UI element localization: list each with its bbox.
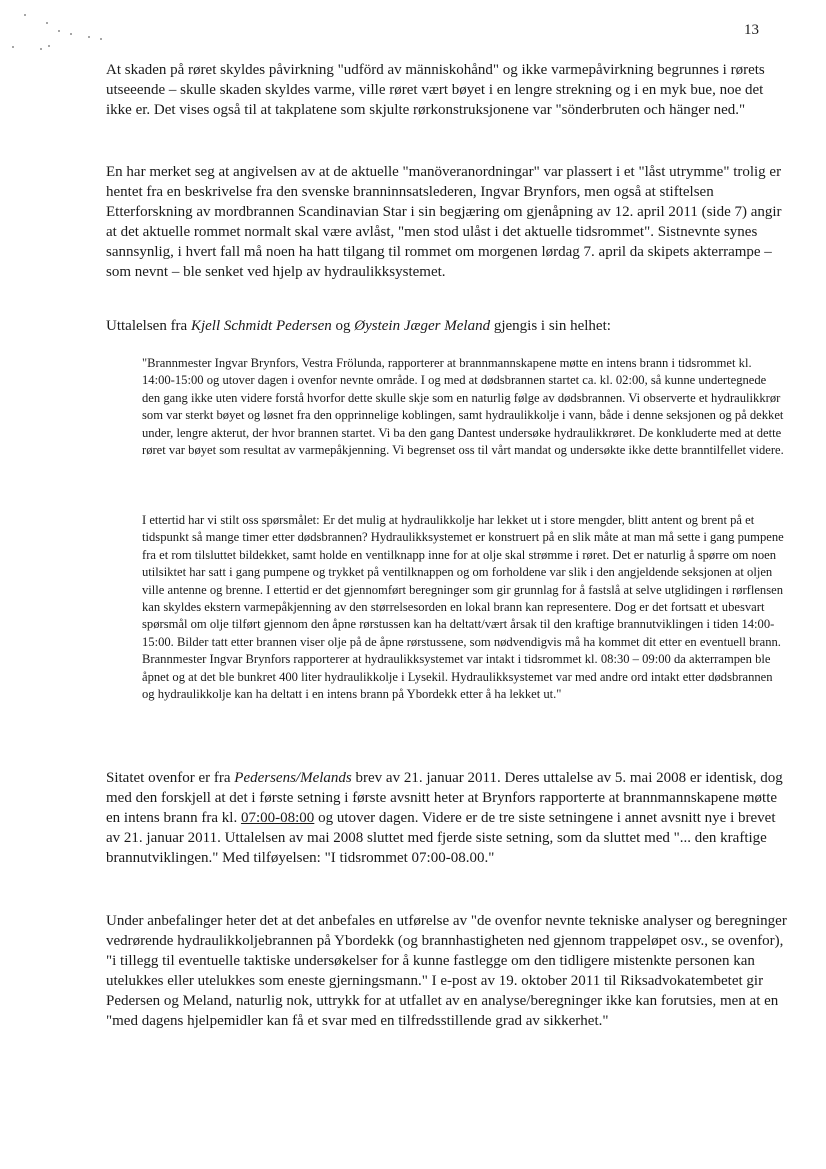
- paragraph-letter-comparison: [106, 768, 790, 868]
- scan-speck: [100, 38, 102, 40]
- scan-speck: [40, 48, 42, 50]
- page-number: 13: [744, 22, 759, 38]
- paragraph-recommendations: Under anbefalinger heter det at det anbefales en utførelse av "de ovenfor nevnte tekniske analyser og beregninger vedrørende hydraulikkoljebrannen på Ybordekk (og brannhastigheten ned gjennom trappeløpet osv., se ovenfor), "i tillegg til eventuelle taktiske undersøkelser for å kunne fastlegge om den tidligere mistenkte personen kan utelukkes eller utelukkes som eneste gjerningsmann." I e-post av 19. oktober 2011 til Riksadvokatembetet gir Pedersen og Meland, naturlig nok, uttrykk for at utfallet av en analyse/beregninger ikke kan forutsies, men at en "med dagens hjelpemidler kan få et svar med en tilfredsstillende grad av sikkerhet.": [106, 913, 787, 1029]
- comparison-text-c: og utover dagen. Videre er de tre siste setningene i annet avsnitt nye i brevet av 21. januar 2011. Uttalelsen av mai 2008 sluttet med fjerde siste setning, som da sluttet med "... den kraftige brannutviklingen." Med tilføyelsen: "I tidsrommet 07:00-08.00.": [106, 810, 776, 866]
- scan-speck: [88, 36, 90, 38]
- paragraph-damage-cause: At skaden på røret skyldes påvirkning "udförd av människohånd" og ikke varmepåvirkning begrunnes i rørets utseeende – skulle skaden skyldes varme, ville røret vært bøyet i en lengre strekning og i en myk bue, noe det ikke er. Det vises også til at takplatene som skjulte rørkonstruksjonene var "sönderbruten och hänger ned.": [106, 62, 765, 118]
- author-name-meland: Øystein Jæger Meland: [354, 318, 491, 334]
- scan-speck: [24, 14, 26, 16]
- paragraph-locked-room: En har merket seg at angivelsen av at de aktuelle "manöveranordningar" var plassert i et "låst utrymme" trolig er hentet fra en beskrivelse fra den svenske branninnsatslederen, Ingvar Brynfors, men også at stiftelsen Etterforskning av mordbrannen Scandinavian Star i sin begjæring om gjenåpning av 12. april 2011 (side 7) angir at det aktuelle rommet normalt skal være avlåst, "men stod ulåst i det aktuelle tidsrommet". Sistnevnte synes sannsynlig, i hvert fall må noen ha hatt tilgang til rommet om morgenen lørdag 7. april da skipets akterrampe – som nevnt – ble senket ved hjelp av hydraulikksystemet.: [106, 164, 782, 280]
- scan-speck: [70, 33, 72, 35]
- scan-speck: [48, 45, 50, 47]
- intro-text-mid: og: [331, 318, 355, 334]
- letter-source-name: Pedersens/Melands: [234, 770, 352, 786]
- author-name-pedersen: Kjell Schmidt Pedersen: [190, 318, 332, 334]
- scan-speck: [46, 22, 48, 24]
- scan-speck: [58, 30, 60, 32]
- comparison-text-a: Sitatet ovenfor er fra: [106, 770, 235, 786]
- quote-paragraph-1: "Brannmester Ingvar Brynfors, Vestra Frölunda, rapporterer at brannmannskapene møtte en intens brann i tidsrommet kl. 14:00-15:00 og utover dagen i ovenfor nevnte område. I og med at dødsbrannen startet ca. kl. 02:00, så kunne undertegnede den gang ikke uten videre forstå hvorfor dette skulle skje som en naturlig følge av dødsbrannen. Vi observerte et hydraulikkrør som var sterkt bøyet og løsnet fra den opprinnelige koblingen, samt hydraulikkolje i vann, både i denne seksjonen og på dekket under, lengre akterut, der hvor brannen startet. Vi ba den gang Dantest undersøke hydraulikkrøret. De konkluderte med at dette røret var bøyet som resultat av varmepåkjenning. Vi begrenset oss til vårt mandat og undersøkte ikke dette branntilfellet videre.: [142, 356, 784, 458]
- scan-speck: [12, 46, 14, 48]
- paragraph-statement-intro: [106, 316, 790, 336]
- underlined-time-range: 07:00-08:00: [240, 810, 315, 826]
- quote-paragraph-2: I ettertid har vi stilt oss spørsmålet: Er det mulig at hydraulikkolje har lekket ut i store mengder, blitt antent og brent på et tidspunkt så mange timer etter dødsbrannen? Hydraulikksystemet er konstruert på en slik måte at man må sette i gang pumpene fra et rom tilsluttet bildekket, samt holde en ventilknapp inne for at olje skal strømme i røret. Det er naturlig å spørre om noen utilsiktet har satt i gang pumpene og trykket på ventilknappen og om forholdene var slik i den angjeldende seksjonen at oljen ville antenne og brenne. I ettertid er det gjennomført beregninger som gir grunnlag for å fastslå at selve utglidingen i rørflensen kan skyldes ekstern varmepåkjenning av den størrelsesorden en lokal brann kan representere. Dog er det fortsatt et ubesvart spørsmål om olje tilført gjennom den åpne rørstussen kan ha deltatt/vært årsak til den kraftige brannutviklingen i tiden 14:00-15:00. Bilder tatt etter brannen viser olje på de åpne rørstussene, som nødvendigvis må ha kommet dit etter en eventuell brann. Brannmester Ingvar Brynfors rapporterer at hydraulikksystemet var intakt i tidsrommet kl. 08:30 – 09:00 da akterrampen ble åpnet og at det ble bunkret 400 liter hydraulikkolje i Lysekil. Hydraulikksystemet var med andre ord intakt etter dødsbrannen og hydraulikkolje kan ha deltatt i en intens brann på Ybordekk etter å ha lekket ut.": [142, 513, 784, 702]
- intro-text-before: Uttalelsen fra: [106, 318, 191, 334]
- comparison-text-b: brev av 21. januar 2011. Deres uttalelse av 5. mai 2008 er identisk, dog med den forskjell at det i første setning i første avsnitt heter at Brynfors rapporterte at brannmannskapene møtte en intens brann fra kl.: [106, 770, 783, 826]
- intro-text-after: gjengis i sin helhet:: [490, 318, 611, 334]
